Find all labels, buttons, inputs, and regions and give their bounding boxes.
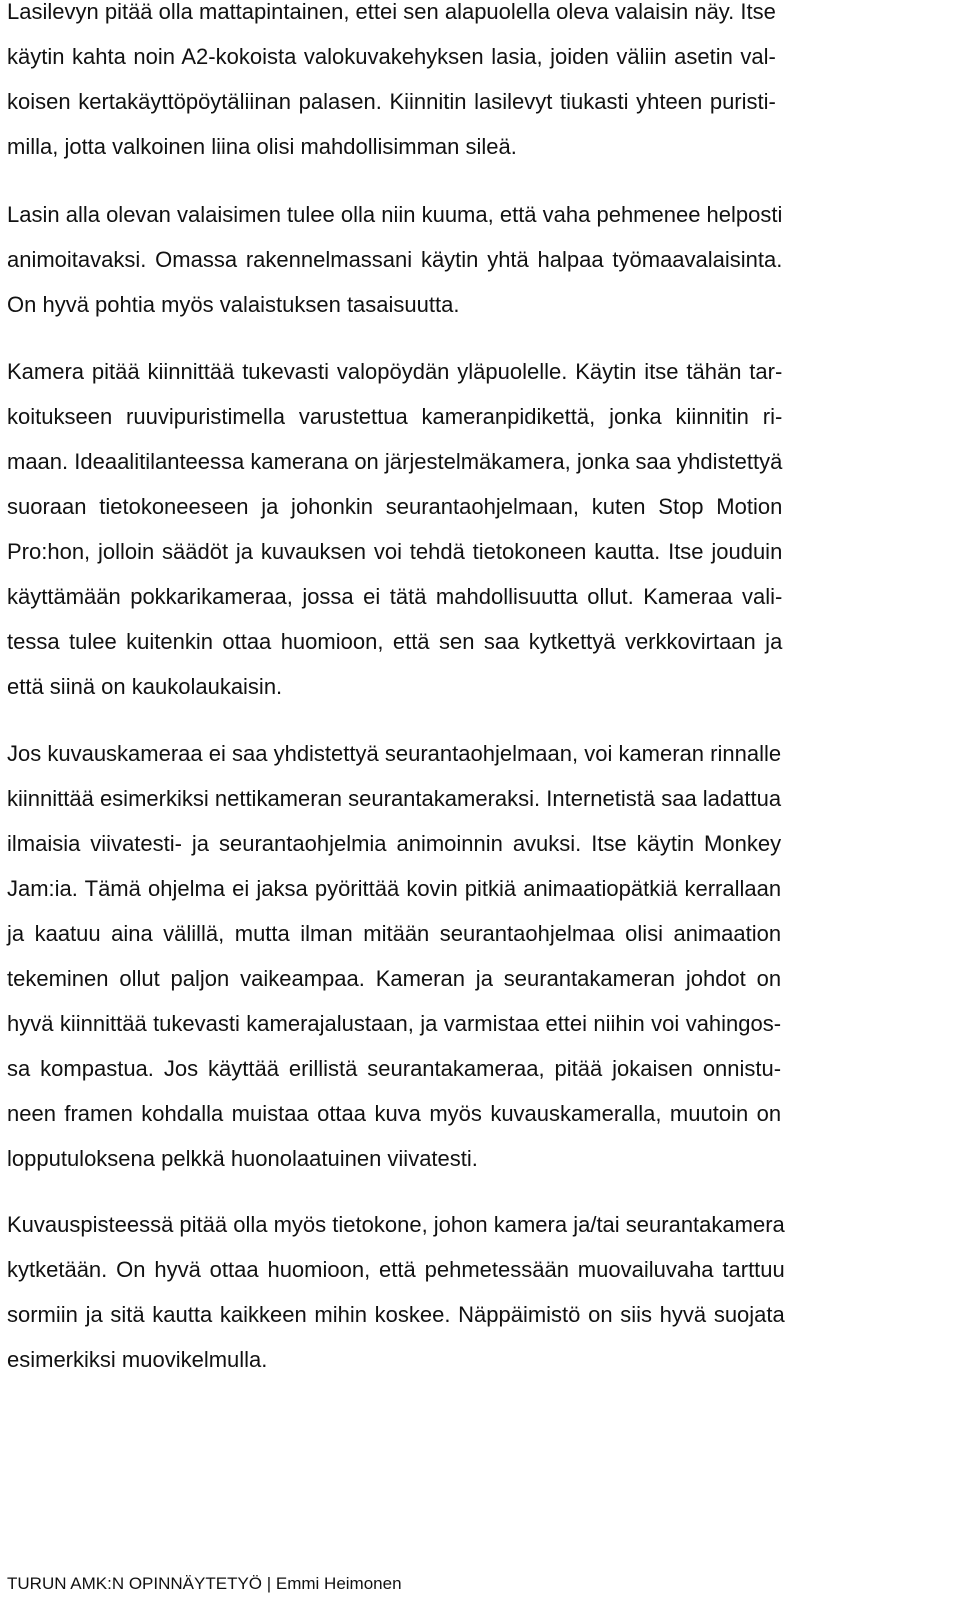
text-line: koisen kertakäyttöpöytäliinan palasen. Kiinnitin lasilevyt tiukasti yhteen puristi- (7, 89, 776, 114)
text-line: käyttämään pokkarikameraa, jossa ei tätä mahdollisuutta ollut. Kameraa vali- (7, 584, 783, 609)
text-line: Lasin alla olevan valaisimen tulee olla niin kuuma, että vaha pehmenee helposti (7, 202, 783, 227)
text-line: ilmaisia viivatesti- ja seurantaohjelmia animoinnin avuksi. Itse käytin Monkey (7, 831, 782, 856)
text-line: maan. Ideaalitilanteessa kamerana on järjestelmäkamera, jonka saa yhdistettyä (7, 449, 783, 474)
text-line: kytketään. On hyvä ottaa huomioon, että pehmetessään muovailuvaha tarttuu (7, 1257, 785, 1282)
paragraph-5 (7, 1202, 785, 1382)
text-line: koitukseen ruuvipuristimella varustettua kameranpidikettä, jonka kiinnitin ri- (7, 404, 783, 429)
text-line: Lasilevyn pitää olla mattapintainen, ettei sen alapuolella oleva valaisin näy. Itse (7, 0, 776, 24)
text-line: milla, jotta valkoinen liina olisi mahdollisimman sileä. (7, 134, 517, 159)
text-line: tekeminen ollut paljon vaikeampaa. Kameran ja seurantakameran johdot on (7, 966, 782, 991)
text-line: esimerkiksi muovikelmulla. (7, 1347, 268, 1372)
text-line: suoraan tietokoneeseen ja johonkin seurantaohjelmaan, kuten Stop Motion (7, 494, 783, 519)
text-line: Pro:hon, jolloin säädöt ja kuvauksen voi tehdä tietokoneen kautta. Itse jouduin (7, 539, 783, 564)
paragraph-4 (7, 731, 781, 1181)
text-line: Kamera pitää kiinnittää tukevasti valopöydän yläpuolelle. Käytin itse tähän tar- (7, 359, 783, 384)
text-line: Jam:ia. Tämä ohjelma ei jaksa pyörittää kovin pitkiä animaatiopätkiä kerrallaan (7, 876, 782, 901)
text-line: käytin kahta noin A2-kokoista valokuvakehyksen lasia, joiden väliin asetin val- (7, 44, 776, 69)
text-line: kiinnittää esimerkiksi nettikameran seurantakameraksi. Internetistä saa ladattua (7, 786, 782, 811)
text-line: animoitavaksi. Omassa rakennelmassani käytin yhtä halpaa työmaavalaisinta. (7, 247, 783, 272)
text-line: Kuvauspisteessä pitää olla myös tietokone, johon kamera ja/tai seurantakamera (7, 1212, 785, 1237)
text-line: että siinä on kaukolaukaisin. (7, 674, 283, 699)
text-line: sa kompastua. Jos käyttää erillistä seurantakameraa, pitää jokaisen onnistu- (7, 1056, 782, 1081)
text-line: sormiin ja sitä kautta kaikkeen mihin koskee. Näppäimistö on siis hyvä suojata (7, 1302, 785, 1327)
paragraph-1 (7, 0, 776, 169)
paragraph-2 (7, 192, 782, 327)
page-footer: TURUN AMK:N OPINNÄYTETYÖ | Emmi Heimonen (7, 1574, 402, 1593)
text-line: Jos kuvauskameraa ei saa yhdistettyä seurantaohjelmaan, voi kameran rinnalle (7, 741, 782, 766)
text-line: lopputuloksena pelkkä huonolaatuinen viivatesti. (7, 1146, 478, 1171)
paragraph-3 (7, 349, 782, 709)
text-line: hyvä kiinnittää tukevasti kamerajalustaan, ja varmistaa ettei niihin voi vahingos- (7, 1011, 782, 1036)
text-line: neen framen kohdalla muistaa ottaa kuva myös kuvauskameralla, muutoin on (7, 1101, 782, 1126)
text-line: ja kaatuu aina välillä, mutta ilman mitään seurantaohjelmaa olisi animaation (7, 921, 782, 946)
text-line: On hyvä pohtia myös valaistuksen tasaisuutta. (7, 292, 460, 317)
text-line: tessa tulee kuitenkin ottaa huomioon, että sen saa kytkettyä verkkovirtaan ja (7, 629, 783, 654)
